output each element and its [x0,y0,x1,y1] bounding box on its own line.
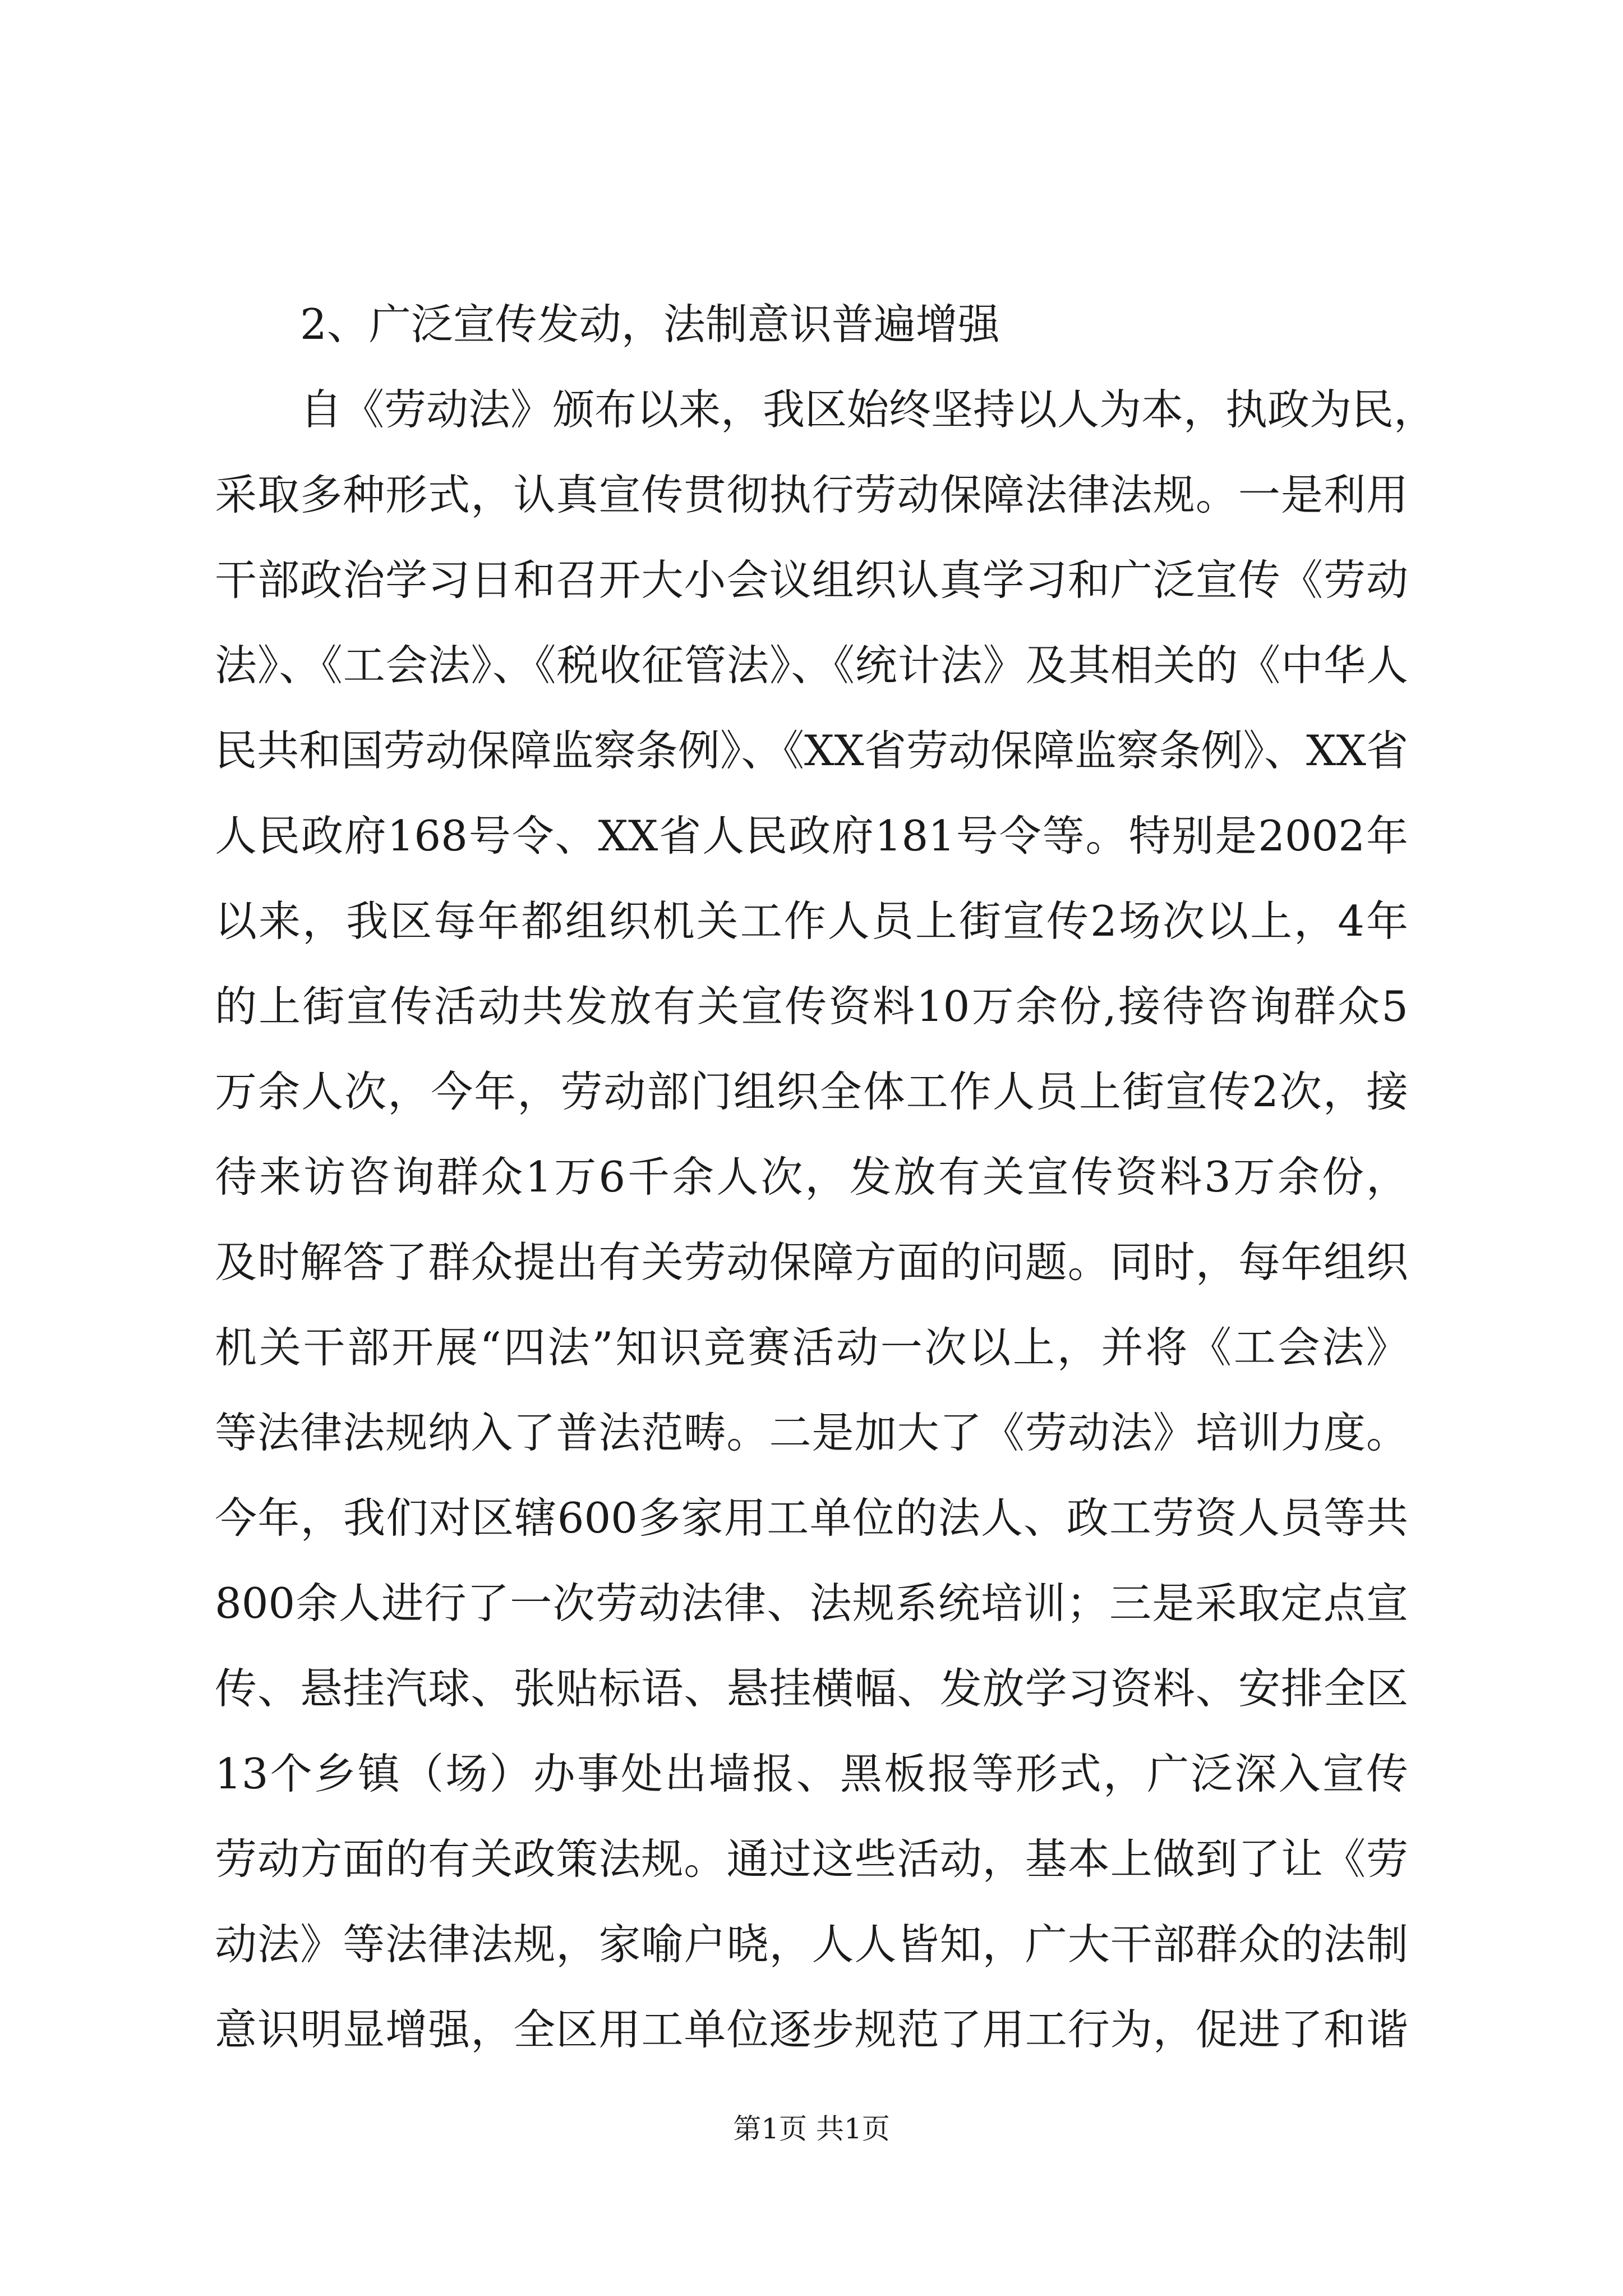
paragraph-line: 动法》等法律法规，家喻户晓，人人皆知，广大干部群众的法制 [215,1920,1408,1969]
page-footer: 第1页 共1页 [733,2113,890,2145]
paragraph-line: 今年，我们对区辖600多家用工单位的法人、政工劳资人员等共 [215,1493,1408,1543]
paragraph-line: 800余人进行了一次劳动法律、法规系统培训；三是采取定点宣 [215,1579,1408,1628]
paragraph-line: 劳动方面的有关政策法规。通过这些活动，基本上做到了让《劳 [215,1834,1408,1884]
paragraph-line: 法》、《工会法》、《税收征管法》、《统计法》及其相关的《中华人 [215,641,1408,690]
paragraph-line: 万余人次，今年，劳动部门组织全体工作人员上街宣传2次，接 [215,1067,1408,1116]
paragraph-line: 以来，我区每年都组织机关工作人员上街宣传2场次以上，4年 [215,896,1408,946]
paragraph-line: 采取多种形式，认真宣传贯彻执行劳动保障法律法规。一是利用 [215,470,1408,519]
paragraph-line: 的上街宣传活动共发放有关宣传资料10万余份,接待咨询群众5 [215,982,1408,1031]
paragraph-line: 意识明显增强，全区用工单位逐步规范了用工行为，促进了和谐 [215,2005,1408,2054]
paragraph-line: 自《劳动法》颁布以来，我区始终坚持以人为本，执政为民， [300,385,1436,434]
paragraph-line: 等法律法规纳入了普法范畴。二是加大了《劳动法》培训力度。 [215,1408,1408,1457]
section-heading: 2、广泛宣传发动，法制意识普遍增强 [300,300,1000,349]
paragraph-line: 机关干部开展“四法”知识竞赛活动一次以上，并将《工会法》 [215,1323,1408,1372]
paragraph-line: 传、悬挂汽球、张贴标语、悬挂横幅、发放学习资料、安排全区 [215,1664,1408,1713]
paragraph-line: 及时解答了群众提出有关劳动保障方面的问题。同时，每年组织 [215,1237,1408,1287]
paragraph-line: 待来访咨询群众1万6千余人次，发放有关宣传资料3万余份， [215,1152,1408,1202]
paragraph-line: 民共和国劳动保障监察条例》、《XX省劳动保障监察条例》、XX省 [215,726,1408,775]
paragraph-line: 干部政治学习日和召开大小会议组织认真学习和广泛宣传《劳动 [215,555,1408,605]
paragraph-line: 13个乡镇（场）办事处出墙报、黑板报等形式，广泛深入宣传 [215,1749,1408,1798]
paragraph-line: 人民政府168号令、XX省人民政府181号令等。特别是2002年 [215,811,1408,861]
